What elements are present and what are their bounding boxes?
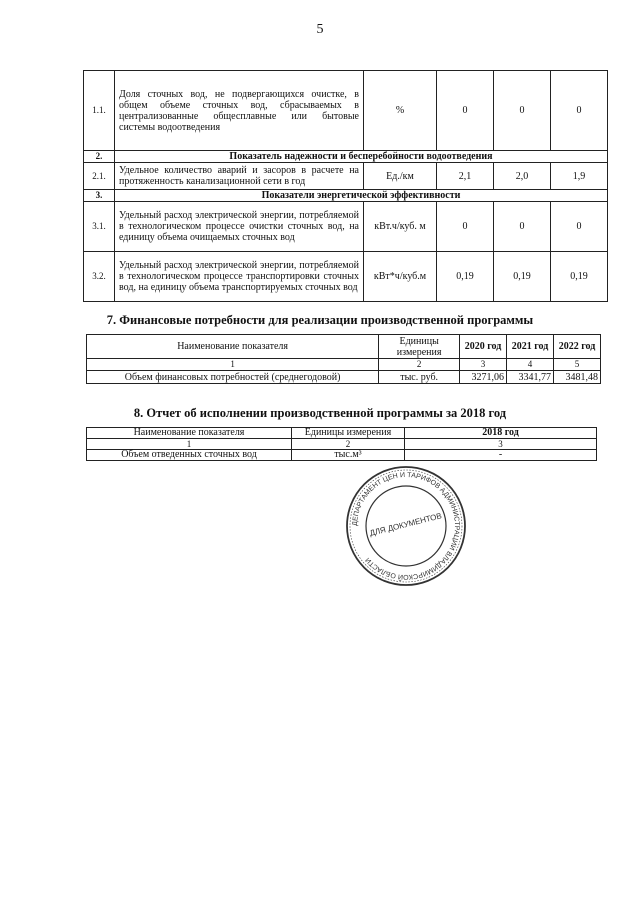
value-2020: 0	[437, 202, 494, 252]
value-2018: -	[405, 450, 597, 461]
header-2018: 2018 год	[405, 428, 597, 439]
value-2022: 0,19	[551, 252, 608, 302]
page-number: 5	[316, 22, 324, 37]
value-2020: 2,1	[437, 163, 494, 190]
value-2021: 0	[494, 71, 551, 151]
column-number-row	[87, 439, 597, 450]
indicator-unit: тыс.м³	[292, 450, 405, 461]
section-row	[84, 151, 608, 163]
indicator-name: Объем финансовых потребностей (среднегодовой)	[87, 371, 379, 384]
value-2021: 0	[494, 202, 551, 252]
table-row	[84, 202, 608, 252]
header-row	[87, 428, 597, 439]
official-stamp	[345, 465, 467, 587]
section-7-heading: 7. Финансовые потребности для реализации производственной программы	[106, 313, 534, 327]
col-number: 3	[405, 439, 597, 450]
value-2020: 0,19	[437, 252, 494, 302]
column-number-row	[87, 359, 601, 371]
table-row	[84, 163, 608, 190]
col-number: 4	[507, 359, 554, 371]
indicators-table	[83, 70, 608, 302]
row-number: 1.1.	[84, 71, 115, 151]
col-number: 1	[87, 359, 379, 371]
value-2022: 0	[551, 202, 608, 252]
col-number: 2	[292, 439, 405, 450]
stamp-center-text: ДЛЯ ДОКУМЕНТОВ	[368, 511, 443, 538]
section-title: Показатели энергетической эффективности	[115, 190, 608, 202]
table-row	[87, 450, 597, 461]
indicator-name: Объем отведенных сточных вод	[87, 450, 292, 461]
indicator-unit: кВт*ч/куб.м	[364, 252, 437, 302]
value-2021: 0,19	[494, 252, 551, 302]
header-unit: Единицы измерения	[292, 428, 405, 439]
value-2020: 3271,06	[460, 371, 507, 384]
section-8-heading: 8. Отчет об исполнении производственной программы за 2018 год	[133, 406, 507, 420]
value-2022: 1,9	[551, 163, 608, 190]
indicator-name: Доля сточных вод, не подвергающихся очистке, в общем объеме сточных вод, сбрасываемых в централизованные общесплавные или бытовые системы водоотведения	[115, 71, 364, 151]
row-number: 2.1.	[84, 163, 115, 190]
row-number: 3.2.	[84, 252, 115, 302]
table-row	[84, 252, 608, 302]
header-row	[87, 335, 601, 359]
section-number: 2.	[84, 151, 115, 163]
col-number: 3	[460, 359, 507, 371]
value-2022: 3481,48	[553, 371, 600, 384]
header-name: Наименование показателя	[87, 335, 379, 359]
value-2021: 3341,77	[507, 371, 554, 384]
table-row	[87, 371, 601, 384]
indicator-unit: тыс. руб.	[379, 371, 460, 384]
stamp-ring-text: ДЕПАРТАМЕНТ ЦЕН И ТАРИФОВ АДМИНИСТРАЦИИ ВЛАДИМИРСКОЙ ОБЛАСТИ	[351, 471, 461, 581]
value-2020: 0	[437, 71, 494, 151]
value-2022: 0	[551, 71, 608, 151]
indicator-name: Удельный расход электрической энергии, потребляемой в технологическом процессе очистки сточных вод, на единицу объема очищаемых сточных вод	[115, 202, 364, 252]
header-unit: Единицы измерения	[379, 335, 460, 359]
section-title: Показатель надежности и бесперебойности водоотведения	[115, 151, 608, 163]
value-2021: 2,0	[494, 163, 551, 190]
table-row	[84, 71, 608, 151]
section-number: 3.	[84, 190, 115, 202]
header-name: Наименование показателя	[87, 428, 292, 439]
col-number: 5	[553, 359, 600, 371]
indicator-unit: %	[364, 71, 437, 151]
program-report-table	[86, 427, 597, 461]
header-2021: 2021 год	[507, 335, 554, 359]
indicator-unit: Ед./км	[364, 163, 437, 190]
col-number: 1	[87, 439, 292, 450]
financial-needs-table	[86, 334, 601, 384]
header-2022: 2022 год	[553, 335, 600, 359]
indicator-unit: кВт.ч/куб. м	[364, 202, 437, 252]
section-row	[84, 190, 608, 202]
indicator-name: Удельный расход электрической энергии, потребляемой в технологическом процессе транспортировки сточных вод, на единицу объема транспортируемых сточных вод	[115, 252, 364, 302]
row-number: 3.1.	[84, 202, 115, 252]
header-2020: 2020 год	[460, 335, 507, 359]
col-number: 2	[379, 359, 460, 371]
indicator-name: Удельное количество аварий и засоров в расчете на протяженность канализационной сети в год	[115, 163, 364, 190]
